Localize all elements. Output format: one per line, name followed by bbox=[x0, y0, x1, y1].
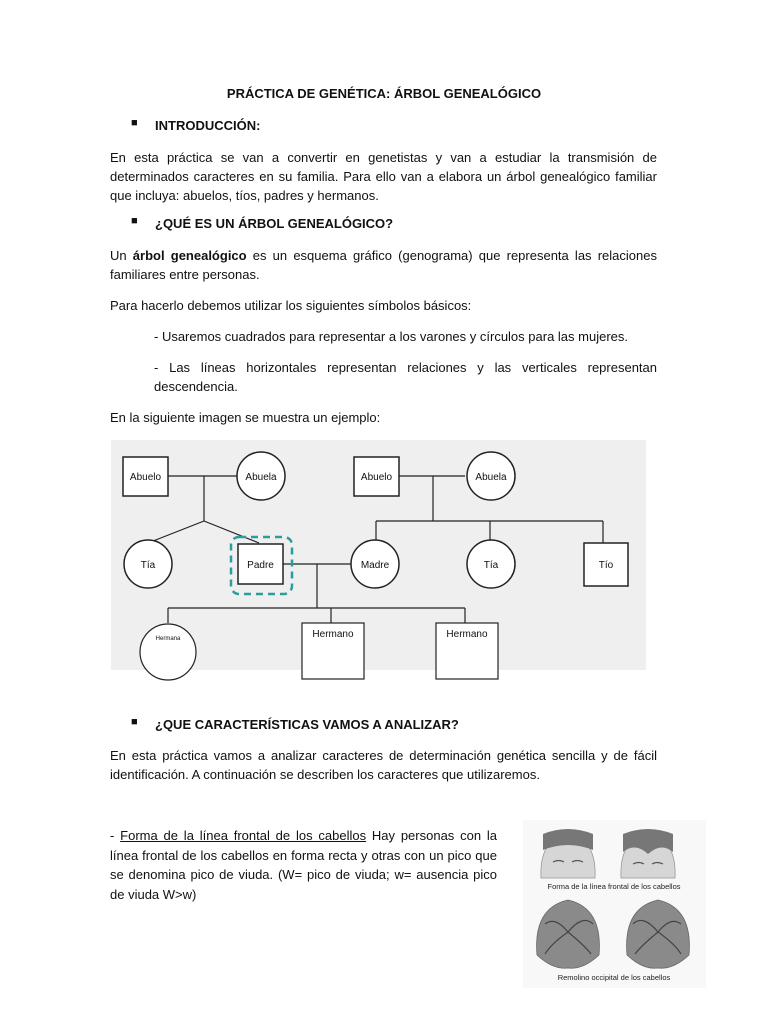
example-intro: En la siguiente imagen se muestra un ejemplo: bbox=[110, 410, 381, 425]
bullet-icon: ■ bbox=[131, 716, 138, 728]
bullet-icon: ■ bbox=[131, 117, 138, 129]
heading-caracteristicas bbox=[131, 717, 459, 732]
definition-prefix: Un bbox=[110, 248, 127, 263]
definition-rest: es un esquema gráfico (genograma) que representa las relaciones familiares entre personas. bbox=[110, 248, 657, 282]
abuela-2-label: Abuela bbox=[475, 472, 507, 483]
abuelo-2-label: Abuelo bbox=[360, 472, 393, 483]
diagram-bottom-strip bbox=[111, 670, 646, 681]
tia-1-label: Tía bbox=[140, 560, 156, 571]
trait-title: Forma de la línea frontal de los cabellos bbox=[120, 828, 367, 843]
hermano-2-label: Hermano bbox=[446, 629, 488, 640]
traits-paragraph: En esta práctica vamos a analizar caracteres de determinación genética sencilla y de fácil identificación. A continuación se describen los caracteres que utilizaremos. bbox=[110, 748, 657, 782]
symbols-intro: Para hacerlo debemos utilizar los siguientes símbolos básicos: bbox=[110, 298, 472, 313]
trait-prefix: - bbox=[110, 828, 121, 843]
heading-que-es bbox=[131, 216, 393, 231]
face-widows-peak bbox=[621, 829, 675, 878]
caption-whorl: Remolino occipital de los cabellos bbox=[557, 973, 671, 982]
definition-term: árbol genealógico bbox=[132, 248, 247, 263]
bullet-icon: ■ bbox=[131, 215, 138, 227]
tia-2-label: Tía bbox=[483, 560, 499, 571]
heading-label: ¿QUE CARACTERÍSTICAS VAMOS A ANALIZAR? bbox=[155, 717, 459, 732]
definition-paragraph bbox=[110, 246, 657, 284]
abuelo-1-label: Abuelo bbox=[129, 472, 162, 483]
head-whorl-clockwise bbox=[537, 900, 600, 968]
tio-label: Tío bbox=[598, 560, 614, 571]
heading-label: INTRODUCCIÓN: bbox=[155, 118, 261, 133]
symbol-item-1: - Usaremos cuadrados para representar a los varones y círculos para las mujeres. bbox=[154, 329, 628, 344]
hermana-circle bbox=[140, 624, 196, 680]
trait-hairline bbox=[110, 826, 497, 904]
hermano-1-label: Hermano bbox=[312, 629, 354, 640]
face-straight-hairline bbox=[541, 829, 595, 878]
padre-label: Padre bbox=[247, 560, 274, 571]
hair-traits-illustration bbox=[523, 820, 706, 988]
family-tree-diagram bbox=[111, 440, 646, 681]
hermana-label: Hermana bbox=[155, 636, 181, 642]
madre-label: Madre bbox=[360, 560, 390, 571]
page-title: PRÁCTICA DE GENÉTICA: ÁRBOL GENEALÓGICO bbox=[226, 86, 542, 101]
intro-paragraph: En esta práctica se van a convertir en genetistas y van a estudiar la transmisión de determinados caracteres en su familia. Para ello van a elabora un árbol genealógico familiar que incluya: abuelos, tíos, padres y hermanos. bbox=[110, 150, 657, 203]
trait-description: Hay personas con la línea frontal de los cabellos en forma recta y otras con un pico que se denomina pico de viuda. (W= pico de viuda; w= ausencia pico de viuda W>w) bbox=[110, 828, 498, 902]
abuela-1-label: Abuela bbox=[245, 472, 277, 483]
symbol-item-2: - Las líneas horizontales representan relaciones y las verticales representan descendencia. bbox=[154, 360, 657, 394]
caption-hairline: Forma de la línea frontal de los cabellos bbox=[547, 882, 681, 891]
head-whorl-counterclockwise bbox=[627, 900, 690, 968]
heading-label: ¿QUÉ ES UN ÁRBOL GENEALÓGICO? bbox=[155, 216, 394, 231]
heading-introduccion bbox=[131, 118, 260, 133]
